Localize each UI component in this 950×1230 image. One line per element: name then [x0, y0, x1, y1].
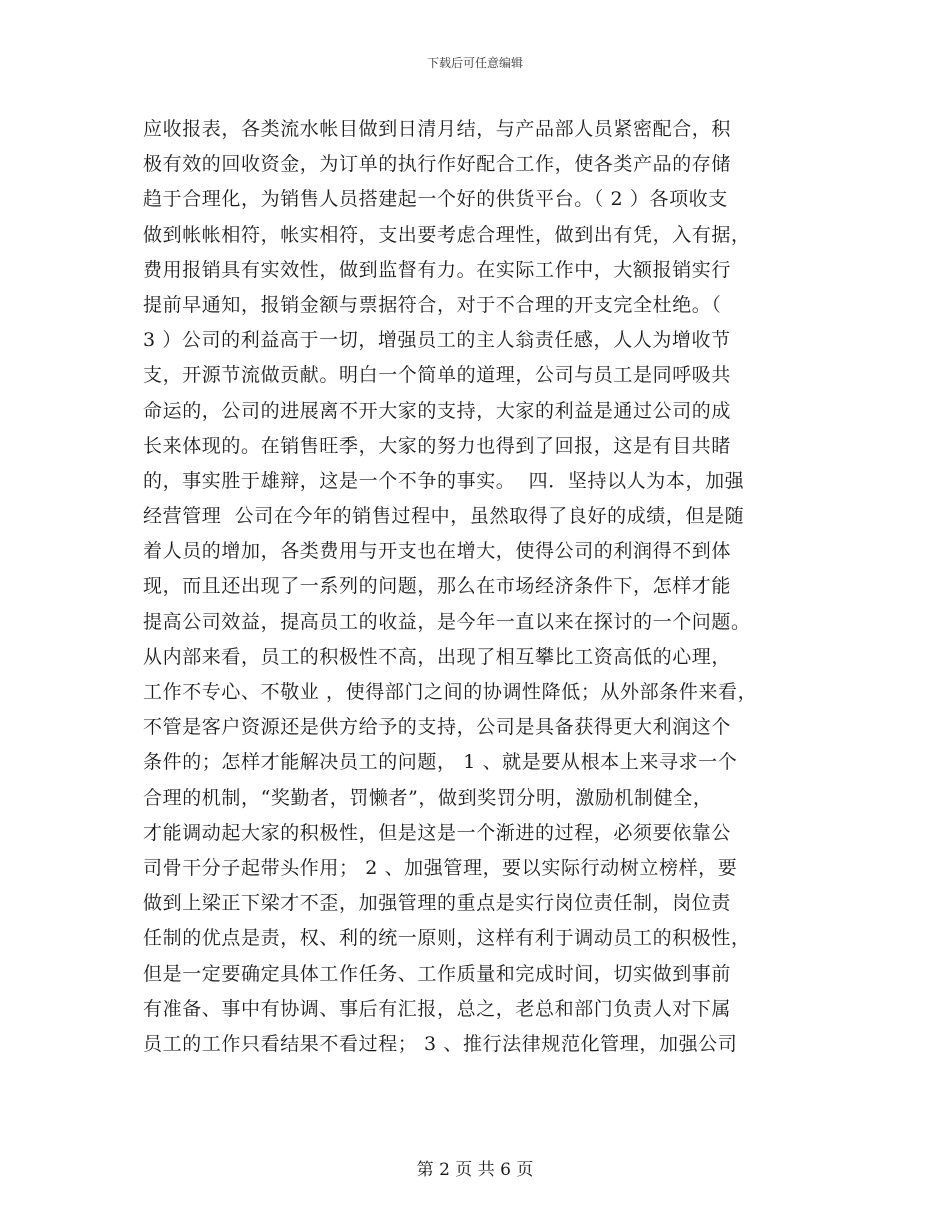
text-line: 极有效的回收资金，为订单的执行作好配合工作，使各类产品的存储	[143, 153, 732, 176]
text-line: 经营管理 公司在今年的销售过程中，虽然取得了良好的成绩，但是随	[143, 505, 745, 528]
text-line: 的，事实胜于雄辩，这是一个不争的事实。 四．坚持以人为本，加强	[143, 469, 745, 492]
document-body	[143, 112, 823, 1062]
text-line: 司骨干分子起带头作用； 2 、加强管理，要以实际行动树立榜样，要	[143, 856, 738, 879]
text-line: 提高公司效益，提高员工的收益，是今年一直以来在探讨的一个问题。	[143, 610, 751, 633]
text-line: 才能调动起大家的积极性，但是这是一个渐进的过程，必须要依靠公	[143, 821, 732, 844]
text-line: 趋于合理化，为销售人员搭建起一个好的供货平台。（ 2 ）各项收支	[143, 188, 728, 211]
text-line: 从内部来看，员工的积极性不高，出现了相互攀比工资高低的心理，	[143, 645, 732, 668]
text-line: 有准备、事中有协调、事后有汇报，总之，老总和部门负责人对下属	[143, 997, 732, 1020]
text-line: 合理的机制，“奖勤者，罚懒者”，做到奖罚分明，激励机制健全，	[143, 786, 713, 809]
text-line: 现，而且还出现了一系列的问题，那么在市场经济条件下，怎样才能	[143, 575, 732, 598]
text-line: 任制的优点是责，权、利的统一原则，这样有利于调动员工的积极性，	[143, 927, 751, 950]
text-line: 3 ）公司的利益高于一切，增强员工的主人翁责任感，人人为增收节	[143, 329, 731, 352]
page-number-footer: 第 2 页 共 6 页	[416, 1160, 534, 1180]
text-line: 着人员的增加，各类费用与开支也在增大，使得公司的利润得不到体	[143, 540, 732, 563]
text-line: 条件的；怎样才能解决员工的问题， 1 、就是要从根本上来寻求一个	[143, 751, 738, 774]
text-line: 应收报表，各类流水帐目做到日清月结，与产品部人员紧密配合，积	[143, 118, 732, 140]
text-line: 命运的，公司的进展离不开大家的支持，大家的利益是通过公司的成	[143, 399, 732, 422]
text-line: 支，开源节流做贡献。明白一个简单的道理，公司与员工是同呼吸共	[143, 364, 732, 387]
header-note: 下载后可任意编辑	[426, 56, 523, 70]
text-line: 员工的工作只看结果不看过程； 3 、推行法律规范化管理，加强公司	[143, 1032, 738, 1055]
text-line: 长来体现的。在销售旺季，大家的努力也得到了回报，这是有目共睹	[143, 434, 732, 457]
text-line: 做到帐帐相符，帐实相符，支出要考虑合理性，做到出有凭，入有据，	[143, 223, 751, 246]
text-line: 工作不专心、不敬业 ，使得部门之间的协调性降低；从外部条件来看，	[143, 681, 758, 703]
text-line: 但是一定要确定具体工作任务、工作质量和完成时间，切实做到事前	[143, 962, 732, 985]
text-line: 做到上梁正下梁才不歪，加强管理的重点是实行岗位责任制，岗位责	[143, 892, 732, 915]
text-line: 提前早通知，报销金额与票据符合，对于不合理的开支完全杜绝。（	[143, 293, 722, 316]
text-line: 费用报销具有实效性，做到监督有力。在实际工作中，大额报销实行	[143, 258, 732, 281]
text-line: 不管是客户资源还是供方给予的支持，公司是具备获得更大利润这个	[143, 716, 732, 739]
